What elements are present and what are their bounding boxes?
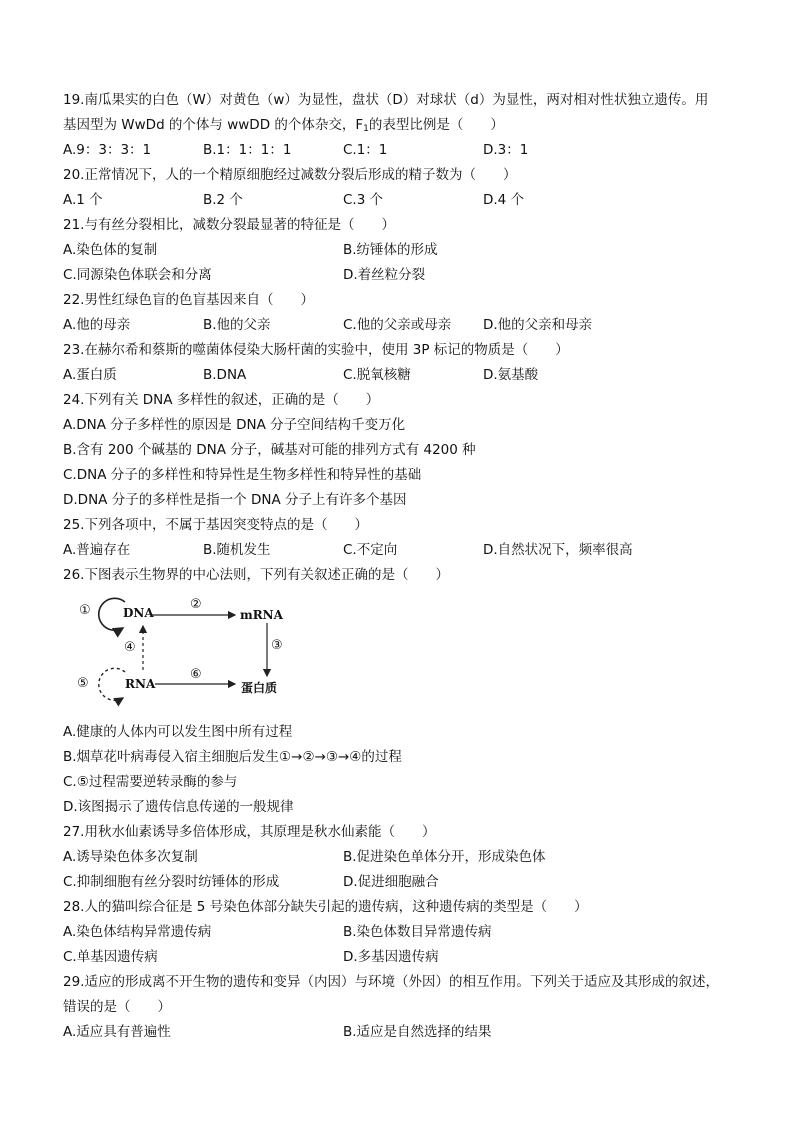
q21-option-a: A.染色体的复制: [63, 242, 158, 258]
q27-option-b: B.促进染色单体分开，形成染色体: [343, 849, 546, 865]
label-n5: ⑤: [77, 676, 89, 691]
q25-stem: 25.下列各项中，不属于基因突变特点的是（ ）: [63, 517, 368, 533]
q25-option-c: C.不定向: [343, 542, 398, 558]
q26-option-c: C.⑤过程需要逆转录酶的参与: [63, 774, 238, 790]
arrow-1-dna-replication: [99, 598, 125, 630]
exam-page: [63, 88, 733, 1045]
q21-options-row1: [63, 238, 733, 263]
label-n4: ④: [124, 640, 136, 655]
q27-option-a: A.诱导染色体多次复制: [63, 849, 198, 865]
q29-stem-line1: 29.适应的形成离不开生物的遗传和变异（内因）与环境（外因）的相互作用。下列关于适应及其形成的叙述，: [63, 974, 719, 990]
q28-options-row1: [63, 920, 733, 945]
q21-option-b: B.纺锤体的形成: [343, 242, 438, 258]
q20-stem: 20.正常情况下，人的一个精原细胞经过减数分裂后形成的精子数为（ ）: [63, 167, 517, 183]
q28-stem: 28.人的猫叫综合征是 5 号染色体部分缺失引起的遗传病，这种遗传病的类型是（ ）: [63, 899, 588, 915]
q20-option-a: A.1 个: [63, 192, 103, 208]
label-rna: RNA: [125, 677, 156, 691]
q24-option-b: B.含有 200 个碱基的 DNA 分子，碱基对可能的排列方式有 4200 种: [63, 442, 476, 458]
q23-options: [63, 363, 733, 388]
q21-option-d: D.着丝粒分裂: [343, 267, 426, 283]
label-dna: DNA: [123, 606, 154, 620]
q29-options-row1: [63, 1020, 733, 1045]
q20-options: [63, 188, 733, 213]
q23-option-b: B.DNA: [203, 367, 247, 383]
q28-option-d: D.多基因遗传病: [343, 949, 439, 965]
q22-option-d: D.他的父亲和母亲: [483, 317, 593, 333]
q19-option-c: C.1：1: [343, 142, 388, 158]
q22-options: [63, 313, 733, 338]
q19-option-a: A.9：3：3：1: [63, 142, 152, 158]
q23-option-a: A.蛋白质: [63, 367, 117, 383]
q19-stem-line1: 19.南瓜果实的白色（W）对黄色（w）为显性，盘状（D）对球状（d）为显性，两对相对性状独立遗传。用: [63, 92, 709, 108]
q28-option-a: A.染色体结构异常遗传病: [63, 924, 212, 940]
q26-option-d: D.该图揭示了遗传信息传递的一般规律: [63, 799, 294, 815]
q21-options-row2: [63, 263, 733, 288]
label-n1: ①: [79, 603, 91, 618]
q19-stem-line2: 基因型为 WwDd 的个体与 wwDD 的个体杂交，$F_1$的表型比例是（ ）: [63, 117, 504, 134]
q25-option-a: A.普遍存在: [63, 542, 131, 558]
q19-option-b: B.1：1：1：1: [203, 142, 292, 158]
q27-option-c: C.抑制细胞有丝分裂时纺锤体的形成: [63, 874, 280, 890]
q24-option-c: C.DNA 分子的多样性和特异性是生物多样性和特异性的基础: [63, 467, 422, 483]
label-mrna: mRNA: [240, 608, 283, 622]
q23-option-c: C.脱氧核糖: [343, 367, 411, 383]
q22-stem: 22.男性红绿色盲的色盲基因来自（ ）: [63, 292, 314, 308]
q26-stem: 26.下图表示生物界的中心法则，下列有关叙述正确的是（ ）: [63, 567, 449, 583]
q23-option-d: D.氨基酸: [483, 367, 539, 383]
q24-option-d: D.DNA 分子的多样性是指一个 DNA 分子上有许多个基因: [63, 492, 407, 508]
q25-option-b: B.随机发生: [203, 542, 271, 558]
q25-option-d: D.自然状况下，频率很高: [483, 542, 633, 558]
q29-stem-line2: 错误的是（ ）: [63, 999, 171, 1015]
q26-option-a: A.健康的人体内可以发生图中所有过程: [63, 724, 293, 740]
label-protein: 蛋白质: [241, 681, 278, 695]
q27-option-d: D.促进细胞融合: [343, 874, 439, 890]
q21-stem: 21.与有丝分裂相比，减数分裂最显著的特征是（ ）: [63, 217, 395, 233]
label-n2: ②: [190, 597, 202, 612]
arrow-5-rna-replication: [99, 668, 125, 700]
label-n6: ⑥: [190, 667, 202, 682]
q19-options: [63, 138, 733, 163]
q29-option-b: B.适应是自然选择的结果: [343, 1024, 492, 1040]
q28-option-c: C.单基因遗传病: [63, 949, 158, 965]
q27-options-row2: [63, 870, 733, 895]
q29-option-a: A.适应具有普遍性: [63, 1024, 171, 1040]
q24-option-a: A.DNA 分子多样性的原因是 DNA 分子空间结构千变万化: [63, 417, 406, 433]
q23-stem: 23.在赫尔希和蔡斯的噬菌体侵染大肠杆菌的实验中，使用 3P 标记的物质是（ ）: [63, 342, 569, 358]
q22-option-a: A.他的母亲: [63, 317, 131, 333]
q22-option-b: B.他的父亲: [203, 317, 271, 333]
q26-option-b: B.烟草花叶病毒侵入宿主细胞后发生①→②→③→④的过程: [63, 749, 402, 765]
q24-stem: 24.下列有关 DNA 多样性的叙述，正确的是（ ）: [63, 392, 380, 408]
label-n3: ③: [271, 638, 283, 653]
q27-options-row1: [63, 845, 733, 870]
central-dogma-diagram: [63, 590, 733, 718]
q22-option-c: C.他的父亲或母亲: [343, 317, 452, 333]
q28-options-row2: [63, 945, 733, 970]
q21-option-c: C.同源染色体联会和分离: [63, 267, 212, 283]
q27-stem: 27.用秋水仙素诱导多倍体形成，其原理是秋水仙素能（ ）: [63, 824, 436, 840]
q20-option-d: D.4 个: [483, 192, 525, 208]
q28-option-b: B.染色体数目异常遗传病: [343, 924, 492, 940]
q20-option-b: B.2 个: [203, 192, 243, 208]
q20-option-c: C.3 个: [343, 192, 384, 208]
q19-option-d: D.3：1: [483, 142, 529, 158]
q25-options: [63, 538, 733, 563]
